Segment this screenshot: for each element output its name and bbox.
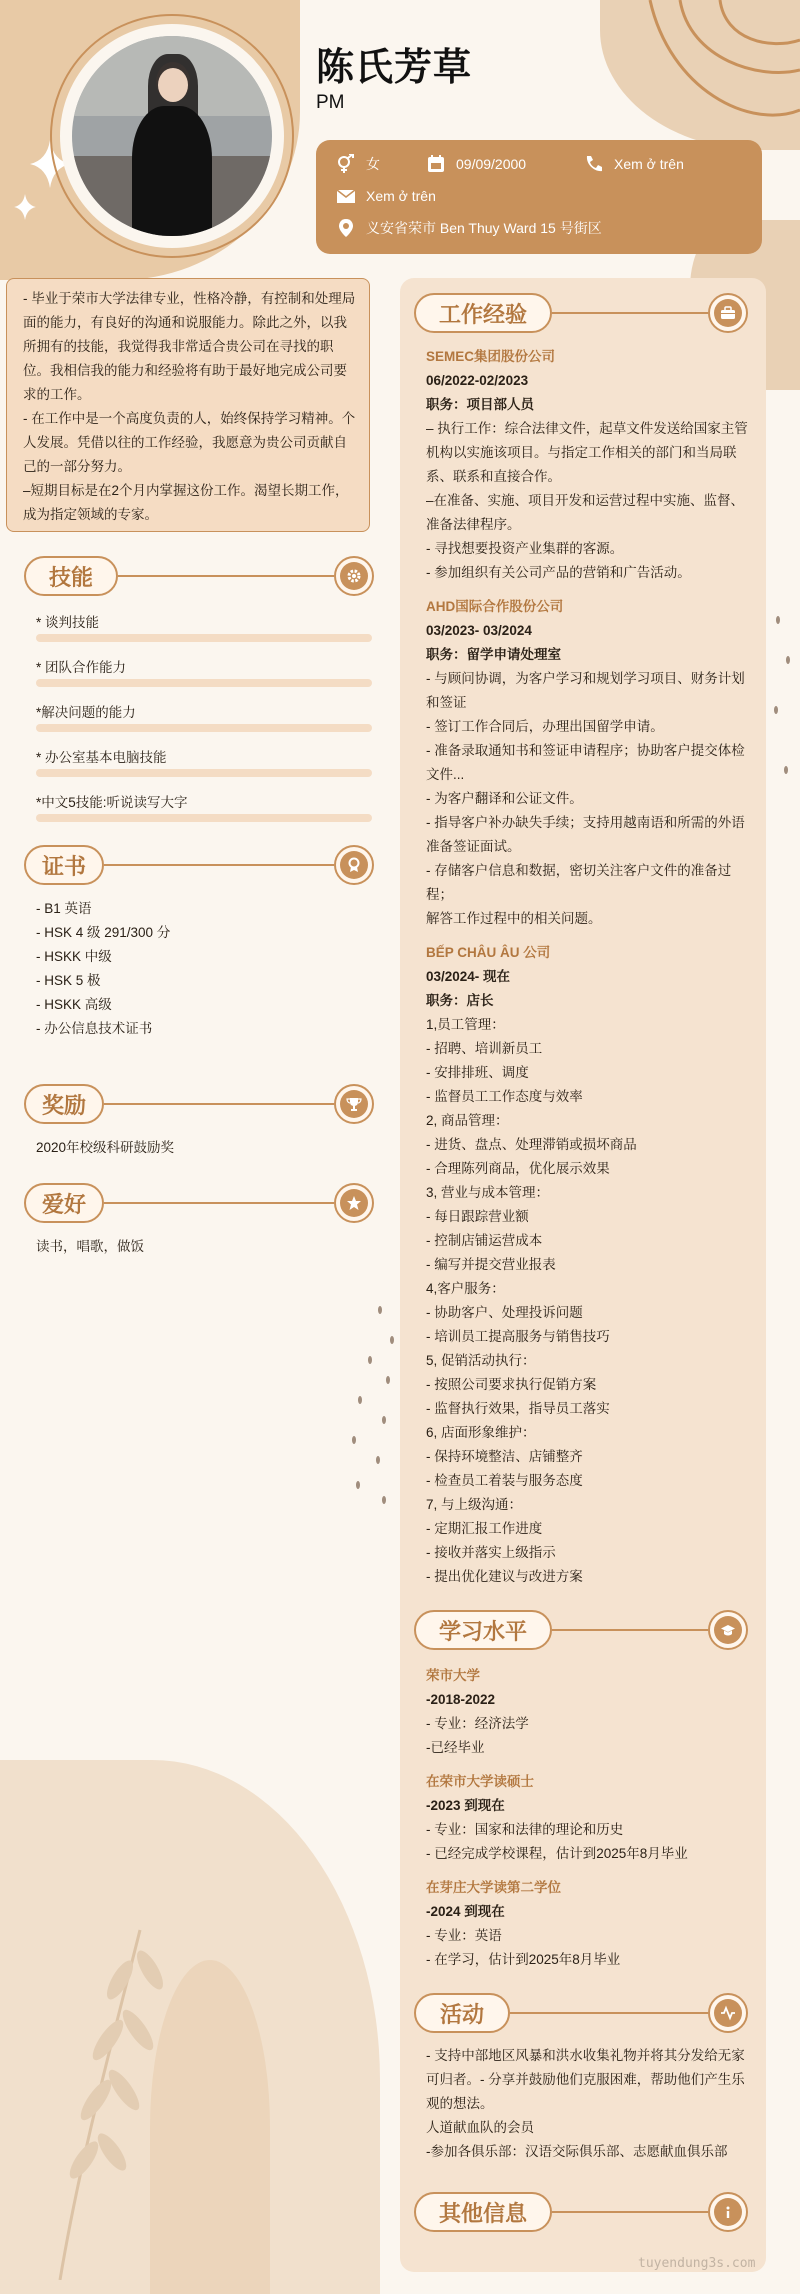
- address-text: 义安省荣市 Ben Thuy Ward 15 号街区: [366, 220, 602, 236]
- skill-item: * 团队合作能力: [36, 660, 127, 675]
- trophy-icon: [346, 1096, 362, 1112]
- info-icon: [720, 2204, 736, 2220]
- job-detail: - 保持环境整洁、店铺整齐: [426, 1449, 583, 1464]
- watermark: tuyendung3s.com: [638, 2256, 756, 2271]
- job-detail: - 编写并提交营业报表: [426, 1257, 556, 1272]
- decor-dots-icon: [340, 1300, 400, 1520]
- hobbies-divider: [104, 1202, 334, 1204]
- job-detail: 5, 促销活动执行：: [426, 1353, 536, 1368]
- education-detail: - 专业：经济法学: [426, 1716, 529, 1731]
- education-icon-badge: [708, 1610, 748, 1650]
- briefcase-icon: [720, 305, 736, 321]
- other-info-icon-badge: [708, 2192, 748, 2232]
- skill-level-bar: [36, 814, 372, 822]
- activities-icon-badge: [708, 1993, 748, 2033]
- certificate-item: - HSK 5 极: [36, 973, 101, 988]
- education-school: 在芽庄大学读第二学位: [426, 1880, 561, 1895]
- education-detail: - 已经完成学校课程，估计到2025年8月毕业: [426, 1846, 688, 1861]
- skill-level-bar: [36, 634, 372, 642]
- job-detail: - 寻找想要投资产业集群的客源。: [426, 541, 624, 556]
- skills-heading: 技能: [24, 556, 118, 596]
- job-role: 职务：留学申请处理室: [426, 647, 561, 662]
- job-period: 03/2024- 现在: [426, 969, 511, 984]
- hobbies-heading: 爱好: [24, 1183, 104, 1223]
- certificates-list: [36, 897, 170, 1041]
- skill-item: * 办公室基本电脑技能: [36, 750, 167, 765]
- experience-icon-badge: [708, 293, 748, 333]
- decor-dots-right-icon: [768, 600, 798, 800]
- education-entry: [426, 1876, 756, 1972]
- education-school: 在荣市大学读硕士: [426, 1774, 534, 1789]
- address-item: [336, 218, 602, 238]
- job-detail: - 接收并落实上级指示: [426, 1545, 556, 1560]
- sparkle-small-icon: [14, 194, 36, 220]
- job-role: 职务：项目部人员: [426, 397, 534, 412]
- job-company: BẾP CHÂU ÂU 公司: [426, 945, 551, 960]
- certificate-item: - 办公信息技术证书: [36, 1021, 153, 1036]
- experience-divider: [552, 312, 708, 314]
- job-role: 职务：店长: [426, 993, 494, 1008]
- job-detail: 6, 店面形象维护：: [426, 1425, 536, 1440]
- certificate-item: - B1 英语: [36, 901, 92, 916]
- gender-text: 女: [366, 156, 380, 172]
- graduation-cap-icon: [720, 1622, 736, 1638]
- phone-text[interactable]: Xem ở trên: [614, 156, 684, 172]
- activities-list: [426, 2044, 756, 2164]
- summary-paragraph: - 在工作中是一个高度负责的人，始终保持学习精神。个人发展。凭借以往的工作经验，我愿意为贵公司贡献自己的一部分努力。: [23, 411, 356, 474]
- job-detail: - 按照公司要求执行促销方案: [426, 1377, 597, 1392]
- candidate-position: PM: [316, 92, 345, 113]
- activity-item: - 支持中部地区风暴和洪水收集礼物并将其分发给无家可归者。- 分享并鼓励他们克服困难，帮助他们产生乐观的想法。: [426, 2048, 745, 2111]
- education-detail: - 专业：国家和法律的理论和历史: [426, 1822, 624, 1837]
- job-detail: - 监督员工工作态度与效率: [426, 1089, 583, 1104]
- job-detail: - 控制店铺运营成本: [426, 1233, 543, 1248]
- certificate-item: - HSKK 中级: [36, 949, 112, 964]
- skill-level-bar: [36, 769, 372, 777]
- activity-item: -参加各俱乐部：汉语交际俱乐部、志愿献血俱乐部: [426, 2144, 728, 2159]
- job-detail: - 存储客户信息和数据，密切关注客户文件的准备过程；: [426, 863, 732, 902]
- job-detail: - 与顾问协调，为客户学习和规划学习项目、财务计划和签证: [426, 671, 745, 710]
- job-detail: - 检查员工着装与服务态度: [426, 1473, 583, 1488]
- gender-item: [336, 154, 380, 174]
- education-period: -2023 到现在: [426, 1798, 505, 1813]
- education-entry: [426, 1664, 756, 1760]
- certificates-divider: [104, 864, 334, 866]
- awards-divider: [104, 1103, 334, 1105]
- job-detail: - 指导客户补办缺失手续；支持用越南语和所需的外语准备签证面试。: [426, 815, 745, 854]
- other-info-divider: [552, 2211, 708, 2213]
- education-heading: 学习水平: [414, 1610, 552, 1650]
- education-period: -2024 到现在: [426, 1904, 505, 1919]
- job-company: SEMEC集团股份公司: [426, 349, 556, 364]
- job-detail: - 参加组织有关公司产品的营销和广告活动。: [426, 565, 691, 580]
- skills-divider: [118, 575, 334, 577]
- job-detail: 1,员工管理：: [426, 1017, 505, 1032]
- job-period: 03/2023- 03/2024: [426, 623, 532, 638]
- skill-level-bar: [36, 724, 372, 732]
- birthdate-item: [426, 154, 526, 174]
- skill-level-bar: [36, 679, 372, 687]
- education-school: 荣市大学: [426, 1668, 480, 1683]
- hobbies-text: 读书，唱歌，做饭: [36, 1239, 144, 1254]
- skills-icon-badge: [334, 556, 374, 596]
- job-detail: - 每日跟踪营业额: [426, 1209, 529, 1224]
- skill-item: * 谈判技能: [36, 615, 100, 630]
- decor-lines-icon: [640, 0, 800, 150]
- hobbies-icon-badge: [334, 1183, 374, 1223]
- education-detail: -已经毕业: [426, 1740, 485, 1755]
- job-entry: [426, 595, 756, 931]
- job-detail: - 进货、盘点、处理滞销或损坏商品: [426, 1137, 637, 1152]
- education-detail: - 专业：英语: [426, 1928, 502, 1943]
- phone-icon: [584, 154, 604, 174]
- summary-paragraph: - 毕业于荣市大学法律专业，性格冷静，有控制和处理局面的能力，有良好的沟通和说服能力。除此之外，以我所拥有的技能，我觉得我非常适合贵公司在寻找的职位。我相信我的能力和经验将有助于最好地完成公司要求的工作。: [23, 291, 356, 402]
- job-detail: - 为客户翻译和公证文件。: [426, 791, 583, 806]
- certificate-item: - HSK 4 级 291/300 分: [36, 925, 171, 940]
- plant-decor-icon: [20, 1900, 190, 2280]
- career-objective: [6, 278, 370, 532]
- job-detail: - 合理陈列商品，优化展示效果: [426, 1161, 610, 1176]
- job-detail: 2, 商品管理：: [426, 1113, 509, 1128]
- certificate-item: - HSKK 高级: [36, 997, 112, 1012]
- skill-item: *解决问题的能力: [36, 705, 136, 720]
- job-detail: - 提出优化建议与改进方案: [426, 1569, 583, 1584]
- job-detail: - 安排排班、调度: [426, 1065, 529, 1080]
- pulse-icon: [720, 2005, 736, 2021]
- job-detail: 4,客户服务：: [426, 1281, 505, 1296]
- job-detail: –在准备、实施、项目开发和运营过程中实施、监督、准备法律程序。: [426, 493, 745, 532]
- education-period: -2018-2022: [426, 1692, 496, 1707]
- gear-icon: [346, 568, 362, 584]
- job-company: AHD国际合作股份公司: [426, 599, 564, 614]
- certificates-icon-badge: [334, 845, 374, 885]
- job-detail: - 签订工作合同后，办理出国留学申请。: [426, 719, 664, 734]
- awards-icon-badge: [334, 1084, 374, 1124]
- award-item: 2020年校级科研鼓励奖: [36, 1140, 175, 1155]
- email-text[interactable]: Xem ở trên: [366, 188, 436, 204]
- calendar-icon: [426, 154, 446, 174]
- education-entry: [426, 1770, 756, 1866]
- activities-heading: 活动: [414, 1993, 510, 2033]
- medal-icon: [346, 857, 362, 873]
- experience-heading: 工作经验: [414, 293, 552, 333]
- job-detail: - 协助客户、处理投诉问题: [426, 1305, 583, 1320]
- contact-info-bar: [316, 140, 762, 254]
- job-detail: - 定期汇报工作进度: [426, 1521, 543, 1536]
- other-info-heading: 其他信息: [414, 2192, 552, 2232]
- education-divider: [552, 1629, 708, 1631]
- avatar: [60, 24, 284, 248]
- birthdate-text: 09/09/2000: [456, 156, 527, 172]
- gender-icon: [336, 154, 356, 174]
- email-item: [336, 186, 436, 206]
- awards-heading: 奖励: [24, 1084, 104, 1124]
- star-icon: [346, 1195, 362, 1211]
- candidate-name: 陈氏芳草: [316, 47, 473, 89]
- location-pin-icon: [336, 218, 356, 238]
- job-entry: [426, 941, 756, 1589]
- job-detail: 3, 营业与成本管理：: [426, 1185, 550, 1200]
- job-entry: [426, 345, 756, 585]
- job-detail: - 培训员工提高服务与销售技巧: [426, 1329, 610, 1344]
- awards-list: [36, 1136, 174, 1160]
- job-detail: - 招聘、培训新员工: [426, 1041, 543, 1056]
- summary-paragraph: –短期目标是在2个月内掌握这份工作。渴望长期工作，成为指定领域的专家。: [23, 483, 349, 522]
- job-detail: - 准备录取通知书和签证申请程序；协助客户提交体检文件...: [426, 743, 745, 782]
- email-icon: [336, 186, 356, 206]
- certificates-heading: 证书: [24, 845, 104, 885]
- job-detail: 7, 与上级沟通：: [426, 1497, 523, 1512]
- job-detail: - 监督执行效果，指导员工落实: [426, 1401, 610, 1416]
- job-detail: – 执行工作：综合法律文件，起草文件发送给国家主管机构以实施该项目。与指定工作相关的部门和当局联系、联系和直接合作。: [426, 421, 748, 484]
- education-detail: - 在学习，估计到2025年8月毕业: [426, 1952, 621, 1967]
- phone-item: [584, 154, 684, 174]
- job-period: 06/2022-02/2023: [426, 373, 529, 388]
- activity-item: 人道献血队的会员: [426, 2120, 534, 2135]
- skill-item: *中文5技能:听说读写大字: [36, 795, 188, 810]
- activities-divider: [510, 2012, 708, 2014]
- job-detail: 解答工作过程中的相关问题。: [426, 911, 602, 926]
